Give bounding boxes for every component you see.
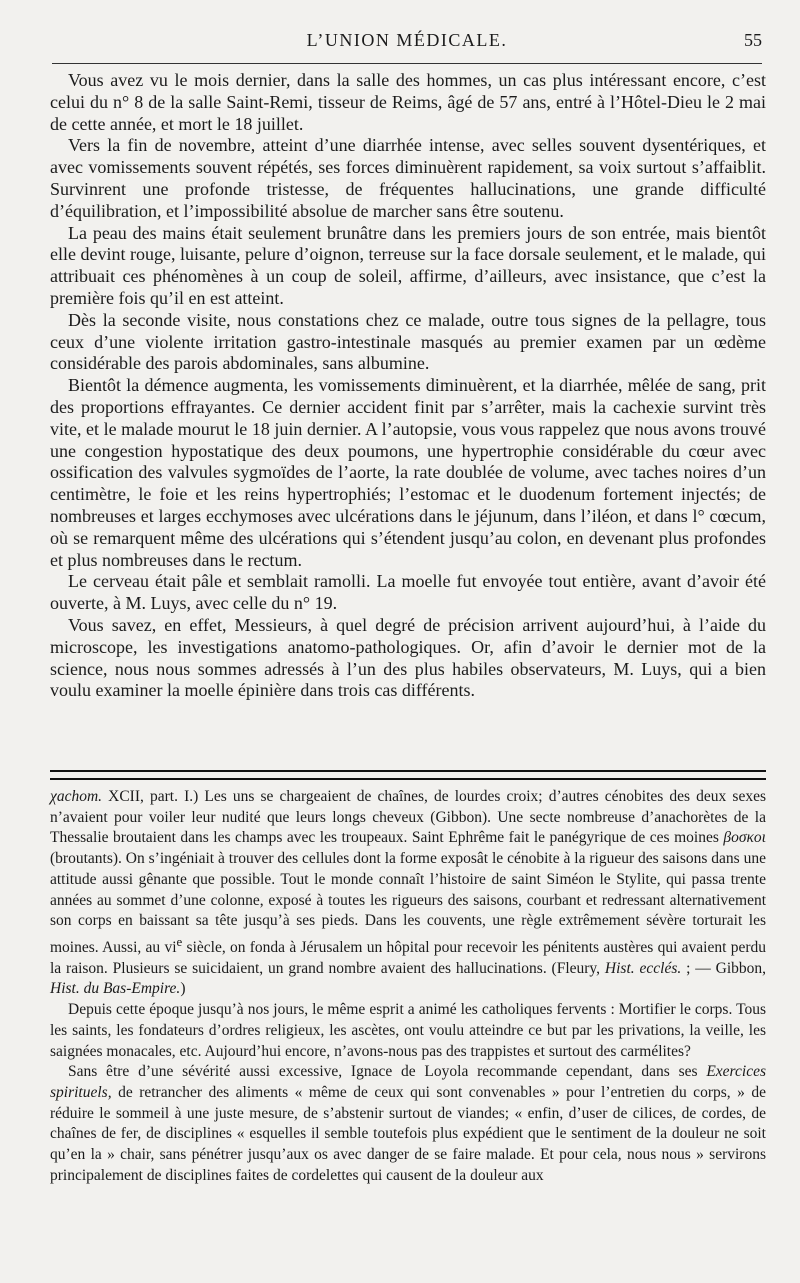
page-header xyxy=(52,30,762,58)
footnote-text: ) xyxy=(180,980,186,998)
paragraph: La peau des mains était seulement brunâtre dans les premiers jours de son entrée, mais bientôt elle devint rouge, luisante, pelure d’oignon, terreuse sur la face dorsale seulement, et le malade, qui attribuait ces phénomènes à un coup de soleil, affirme, d’ailleurs, avec insistance, que c’est la première fois qu’il en est atteint. xyxy=(50,222,766,308)
footnote-text: Sans être d’une sévérité aussi excessive, Ignace de Loyola recommande cependant, dans ses xyxy=(68,1063,707,1081)
paragraph: Vous avez vu le mois dernier, dans la salle des hommes, un cas plus intéressant encore, c’est celui du n° 8 de la salle Saint-Remi, tisseur de Reims, âgé de 57 ans, entré à l’Hôtel-Dieu le 2 mai de cette année, et mort le 18 juillet. xyxy=(50,70,766,134)
superscript: e xyxy=(176,933,183,949)
footnote-text: siècle, on fonda à Jérusalem un hôpital pour recevoir les pénitents austères qui avaient perdu la raison. Plusieurs se suicidaient, un grand nombre avaient des hallucinations. (Fleury, xyxy=(50,939,766,977)
book-title: Exercices spirituels, xyxy=(50,1063,766,1101)
page-number: 55 xyxy=(744,30,762,50)
footnote-text: XCII, part. I.) Les uns se chargeaient de chaînes, de lourdes croix; d’autres cénobites des deux sexes n’avaient pour voiler leur nudité que leurs longs cheveux (Gibbon). Une secte nombreuse d’anachorètes de la Thessalie broutaient dans les champs avec les troupeaux. Saint Ephrême fait le panégyrique de ces moines xyxy=(50,788,766,847)
citation-title: Hist. ecclés. xyxy=(604,959,682,977)
citation-title: Hist. du Bas-Empire. xyxy=(50,980,181,998)
footnote-separator xyxy=(50,770,766,780)
running-title: L’UNION MÉDICALE. xyxy=(306,30,508,50)
main-text xyxy=(50,70,766,702)
paragraph: Bientôt la démence augmenta, les vomissements diminuèrent, et la diarrhée, mêlée de sang, prit des proportions effrayantes. Ce dernier accident finit par s’arrêter, mais la cachexie survint très vite, et le malade mourut le 18 juin dernier. A l’autopsie, vous vous rappelez que nous avons trouvé une congestion hypostatique des deux poumons, une hypertrophie considérable du cœur avec ossification des valvules sygmoïdes de l’aorte, la rate doublée de volume, avec taches noires d’un centimètre, le foie et les reins hypertrophiés; l’estomac et le duodenum fortement injectés; de nombreuses et larges ecchymoses avec ulcérations dans le jéjunum, dans l’iléon, et dans l° cœcum, où se remarquent même des ulcérations qui s’étendent jusqu’au colon, en devenant plus profondes et plus nombreuses dans le rectum. xyxy=(50,375,766,570)
footnote xyxy=(50,787,766,1187)
paragraph: Le cerveau était pâle et semblait ramolli. La moelle fut envoyée tout entière, avant d’avoir été ouverte, à M. Luys, avec celle du n° 19. xyxy=(50,571,766,614)
paragraph: Vers la fin de novembre, atteint d’une diarrhée intense, avec selles souvent dysentériques, et avec vomissements souvent répétés, ses forces diminuèrent rapidement, sa voix surtout s’affaiblit. Survinrent une profonde tristesse, de fréquentes hallucinations, une grande difficulté d’équilibration, et l’impossibilité absolue de marcher sans être soutenu. xyxy=(50,135,766,221)
footnote-paragraph xyxy=(50,1062,766,1186)
footnote-text: de retrancher des aliments « même de ceux qui sont convenables » pour l’entretien du corps, » de réduire le sommeil à une juste mesure, de s’abstenir surtout de viandes; « enfin, d’user de cilices, de cordes, de chaînes de fer, de disciplines « esquelles il semble toutefois plus expédient que le sentiment de la douleur ne soit qu’en la » chair, sans pénétrer jusqu’aux os avec danger de se faire malade. Et pour cela, nous nous » servirons principalement de disciplines faites de cordelettes qui causent de la douleur aux xyxy=(50,1084,766,1184)
paragraph: Dès la seconde visite, nous constations chez ce malade, outre tous signes de la pellagre, tous ceux d’une violente irritation gastro-intestinale masqués au premier examen par un œdème considérable des parois abdominales, sans albumine. xyxy=(50,309,766,374)
footnote-text: (broutants). On s’ingéniait à trouver des cellules dont la forme exposât le cénobite à la rigueur des saisons dans une attitude aussi gênante que possible. Tout le monde connaît l’histoire de saint Siméon le Stylite, qui passa trente années au sommet d’une colonne, exposé à toutes les rigueurs des saisons, courbant et redressant alternativement son corps en baissant sa tête jusqu’à ses pieds. Dans les couvents, une règle extrêmement sévère torturait les moines. Aussi, au vi xyxy=(50,850,766,957)
greek-word: βοσκοι xyxy=(723,829,766,847)
footnote-text: ; — Gibbon, xyxy=(681,959,766,977)
header-rule xyxy=(52,63,762,64)
footnote-paragraph xyxy=(50,787,766,1000)
footnote-ref: χachom. xyxy=(50,788,103,805)
paragraph: Vous savez, en effet, Messieurs, à quel degré de précision arrivent aujourd’hui, à l’aide du microscope, les investigations anatomo-pathologiques. Or, afin d’avoir le dernier mot de la science, nous nous sommes adressés à l’un des plus habiles observateurs, M. Luys, qui a bien voulu examiner la moelle épinière dans trois cas différents. xyxy=(50,614,766,701)
footnote-paragraph: Depuis cette époque jusqu’à nos jours, le même esprit a animé les catholiques fervents : Mortifier le corps. Tous les saints, les fondateurs d’ordres religieux, les ascètes, ont voulu atteindre ce but par les privations, la veille, les saignées monacales, etc. Aujourd’hui encore, n’avons-nous pas des trappistes et surtout des carmélites? xyxy=(50,1001,766,1060)
